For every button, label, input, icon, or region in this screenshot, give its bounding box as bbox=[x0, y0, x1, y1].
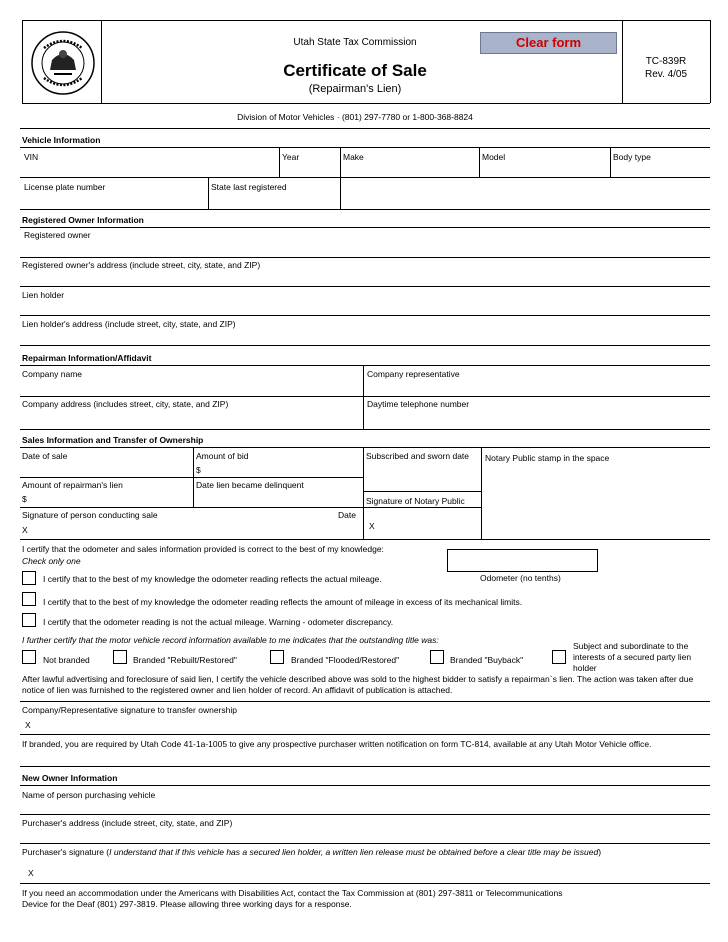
section-rule bbox=[20, 701, 710, 702]
col-rule bbox=[340, 147, 341, 209]
subject-lien-label: Subject and subordinate to the interests of a secured party lien holder bbox=[573, 641, 692, 673]
purchaser-signature-x: X bbox=[28, 868, 34, 878]
header-right-border bbox=[710, 20, 711, 103]
purchaser-signature-label bbox=[22, 847, 601, 857]
plate-field[interactable] bbox=[22, 194, 206, 207]
buyback-label: Branded "Buyback" bbox=[450, 655, 524, 665]
model-field[interactable] bbox=[481, 163, 608, 176]
form-title: Certificate of Sale bbox=[283, 61, 427, 80]
year-field[interactable] bbox=[281, 163, 338, 176]
clear-form-button[interactable]: Clear form bbox=[480, 32, 617, 54]
company-address-label: Company address (includes street, city, state, and ZIP) bbox=[22, 399, 229, 409]
col-rule bbox=[479, 147, 480, 177]
row-rule bbox=[20, 315, 710, 316]
rebuilt-checkbox[interactable] bbox=[113, 650, 127, 664]
purchaser-signature-field[interactable] bbox=[38, 863, 706, 879]
state-registered-field[interactable] bbox=[210, 194, 338, 207]
col-rule bbox=[363, 365, 364, 429]
row-rule bbox=[20, 507, 363, 508]
col-rule bbox=[481, 447, 482, 539]
body-type-field[interactable] bbox=[612, 163, 708, 176]
sig-date-field[interactable] bbox=[336, 521, 362, 535]
odometer-discrepancy-label: I certify that the odometer reading is not the actual mileage. Warning - odometer discrepancy. bbox=[43, 617, 394, 627]
row-rule bbox=[20, 477, 363, 478]
owner-address-label: Registered owner's address (include street, city, state, and ZIP) bbox=[22, 260, 261, 270]
state-seal-icon bbox=[30, 30, 96, 96]
subject-lien-checkbox[interactable] bbox=[552, 650, 566, 664]
odometer-discrepancy-checkbox[interactable] bbox=[22, 613, 36, 627]
date-of-sale-field[interactable] bbox=[22, 462, 191, 476]
lien-amount-field[interactable] bbox=[30, 491, 191, 505]
amount-bid-label: Amount of bid bbox=[196, 451, 249, 461]
body-type-label: Body type bbox=[613, 152, 651, 162]
sig-conducting-x: X bbox=[22, 525, 28, 535]
rep-signature-field[interactable] bbox=[35, 716, 705, 732]
row-rule bbox=[20, 286, 710, 287]
amount-bid-field[interactable] bbox=[204, 462, 361, 476]
vin-label: VIN bbox=[24, 152, 39, 162]
date-of-sale-label: Date of sale bbox=[22, 451, 68, 461]
odometer-actual-label: I certify that to the best of my knowledge the odometer reading reflects the actual mileage. bbox=[43, 574, 382, 584]
not-branded-label: Not branded bbox=[43, 655, 90, 665]
section-rule bbox=[20, 429, 710, 430]
row-rule bbox=[20, 447, 710, 448]
form-number: TC-839R bbox=[645, 56, 687, 67]
daytime-phone-field[interactable] bbox=[365, 411, 708, 425]
flooded-checkbox[interactable] bbox=[270, 650, 284, 664]
odometer-field[interactable] bbox=[447, 549, 598, 572]
model-label: Model bbox=[482, 152, 506, 162]
notary-signature-label: Signature of Notary Public bbox=[366, 496, 465, 506]
row-rule bbox=[20, 734, 710, 735]
owner-address-field[interactable] bbox=[22, 272, 708, 285]
owner-section-heading: Registered Owner Information bbox=[22, 215, 144, 225]
buyback-checkbox[interactable] bbox=[430, 650, 444, 664]
col-rule bbox=[279, 147, 280, 177]
header-bottom-rule bbox=[22, 103, 710, 104]
lien-address-field[interactable] bbox=[22, 330, 708, 343]
company-address-field[interactable] bbox=[22, 411, 361, 425]
odometer-certify-text: I certify that the odometer and sales information provided is correct to the best of my knowledge: bbox=[22, 544, 384, 554]
amount-bid-dollar: $ bbox=[196, 465, 201, 475]
sig-conducting-label: Signature of person conducting sale bbox=[22, 510, 158, 520]
further-certify-text: I further certify that the motor vehicle record information available to me indicates that the outstanding title was: bbox=[22, 635, 439, 645]
year-label: Year bbox=[282, 152, 300, 162]
rebuilt-label: Branded "Rebuilt/Restored" bbox=[133, 655, 237, 665]
section-rule bbox=[20, 345, 710, 346]
branded-note-text: If branded, you are required by Utah Code 41-1a-1005 to give any prospective purchaser written notification on form TC-814, available at any Utah Motor Vehicle office. bbox=[22, 739, 652, 749]
lien-holder-field[interactable] bbox=[22, 301, 708, 314]
company-name-field[interactable] bbox=[22, 381, 361, 395]
header-left-border bbox=[22, 20, 23, 103]
row-rule bbox=[20, 883, 710, 884]
row-rule bbox=[20, 396, 710, 397]
odometer-excess-label: I certify that to the best of my knowledge the odometer reading reflects the amount of mileage in excess of its mechanical limits. bbox=[43, 597, 523, 607]
check-one-label: Check only one bbox=[22, 556, 81, 566]
row-rule bbox=[363, 491, 481, 492]
date-delinquent-field[interactable] bbox=[195, 491, 361, 505]
row-rule bbox=[20, 147, 710, 148]
purchaser-name-field[interactable] bbox=[22, 801, 708, 813]
form-subtitle: (Repairman's Lien) bbox=[308, 83, 402, 95]
subscribed-date-field[interactable] bbox=[365, 462, 479, 476]
lien-amount-dollar: $ bbox=[22, 494, 27, 504]
odometer-excess-checkbox[interactable] bbox=[22, 592, 36, 606]
make-label: Make bbox=[343, 152, 364, 162]
odometer-label: Odometer (no tenths) bbox=[480, 573, 561, 583]
flooded-label: Branded "Flooded/Restored" bbox=[291, 655, 400, 665]
row-rule bbox=[20, 843, 710, 844]
col-rule bbox=[610, 147, 611, 177]
division-contact: Division of Motor Vehicles · (801) 297-7780 or 1-800-368-8824 bbox=[237, 112, 473, 122]
purchaser-signature-note: I understand that if this vehicle has a secured lien holder, a written lien release must be obtained before a clear title may be issued bbox=[109, 847, 599, 857]
lawful-advertising-text: After lawful advertising and foreclosure of said lien, I certify the vehicle described above was sold to the highest bidder to satisfy a repairman`s lien. The action was taken after due notice of lien was furnished to the registered owner and lien holder of record. An affidavit of publication is attached. bbox=[22, 674, 694, 695]
sig-date-label: Date bbox=[338, 510, 356, 520]
subscribed-label: Subscribed and sworn date bbox=[366, 451, 470, 461]
purchaser-signature-label-text: Purchaser's signature ( bbox=[22, 847, 110, 857]
header-divider-seal bbox=[101, 20, 102, 103]
repairman-section-heading: Repairman Information/Affidavit bbox=[22, 353, 152, 363]
notary-stamp-label: Notary Public stamp in the space bbox=[485, 453, 610, 463]
row-rule bbox=[20, 365, 710, 366]
daytime-phone-label: Daytime telephone number bbox=[367, 399, 470, 409]
purchaser-name-label: Name of person purchasing vehicle bbox=[22, 790, 156, 800]
section-rule bbox=[20, 209, 710, 210]
date-delinquent-label: Date lien became delinquent bbox=[196, 480, 304, 490]
vehicle-section-heading: Vehicle Information bbox=[22, 135, 101, 145]
notary-signature-field[interactable] bbox=[380, 519, 479, 535]
odometer-actual-checkbox[interactable] bbox=[22, 571, 36, 585]
header-top-rule bbox=[22, 20, 710, 21]
lien-amount-label: Amount of repairman's lien bbox=[22, 480, 123, 490]
row-rule bbox=[20, 257, 710, 258]
row-rule bbox=[20, 177, 710, 178]
purchaser-signature-close: ) bbox=[598, 847, 602, 857]
ada-accommodation-text: If you need an accommodation under the Americans with Disabilities Act, contact the Tax Commission at (801) 297-3811 or Telecommunications Device for the Deaf (801) 297-3819. Please allowing three working days for a response. bbox=[22, 888, 563, 909]
not-branded-checkbox[interactable] bbox=[22, 650, 36, 664]
row-rule bbox=[20, 227, 710, 228]
lien-address-label: Lien holder's address (include street, city, state, and ZIP) bbox=[22, 319, 236, 329]
company-name-label: Company name bbox=[22, 369, 83, 379]
lien-holder-label: Lien holder bbox=[22, 290, 65, 300]
company-rep-field[interactable] bbox=[365, 381, 708, 395]
make-field[interactable] bbox=[342, 163, 477, 176]
company-rep-label: Company representative bbox=[367, 369, 460, 379]
header-divider-formno bbox=[622, 20, 623, 103]
form-revision: Rev. 4/05 bbox=[644, 69, 688, 80]
registered-owner-label: Registered owner bbox=[24, 230, 91, 240]
row-rule bbox=[20, 539, 710, 540]
row-rule bbox=[363, 507, 481, 508]
rep-signature-label: Company/Representative signature to transfer ownership bbox=[22, 705, 237, 715]
purchaser-address-label: Purchaser's address (include street, city, state, and ZIP) bbox=[22, 818, 233, 828]
row-rule bbox=[20, 814, 710, 815]
section-rule bbox=[20, 128, 710, 129]
section-rule bbox=[20, 766, 710, 767]
new-owner-section-heading: New Owner Information bbox=[22, 773, 118, 783]
plate-label: License plate number bbox=[24, 182, 106, 192]
state-registered-label: State last registered bbox=[211, 182, 287, 192]
sales-section-heading: Sales Information and Transfer of Ownership bbox=[22, 435, 204, 445]
agency-name: Utah State Tax Commission bbox=[293, 37, 417, 48]
row-rule bbox=[20, 785, 710, 786]
sig-conducting-field[interactable] bbox=[32, 521, 332, 535]
col-rule bbox=[363, 447, 364, 539]
notary-signature-x: X bbox=[369, 521, 375, 531]
rep-signature-x: X bbox=[25, 720, 31, 730]
purchaser-address-field[interactable] bbox=[22, 830, 708, 842]
vin-field[interactable] bbox=[22, 163, 277, 176]
registered-owner-field[interactable] bbox=[22, 241, 708, 255]
col-rule bbox=[208, 177, 209, 209]
